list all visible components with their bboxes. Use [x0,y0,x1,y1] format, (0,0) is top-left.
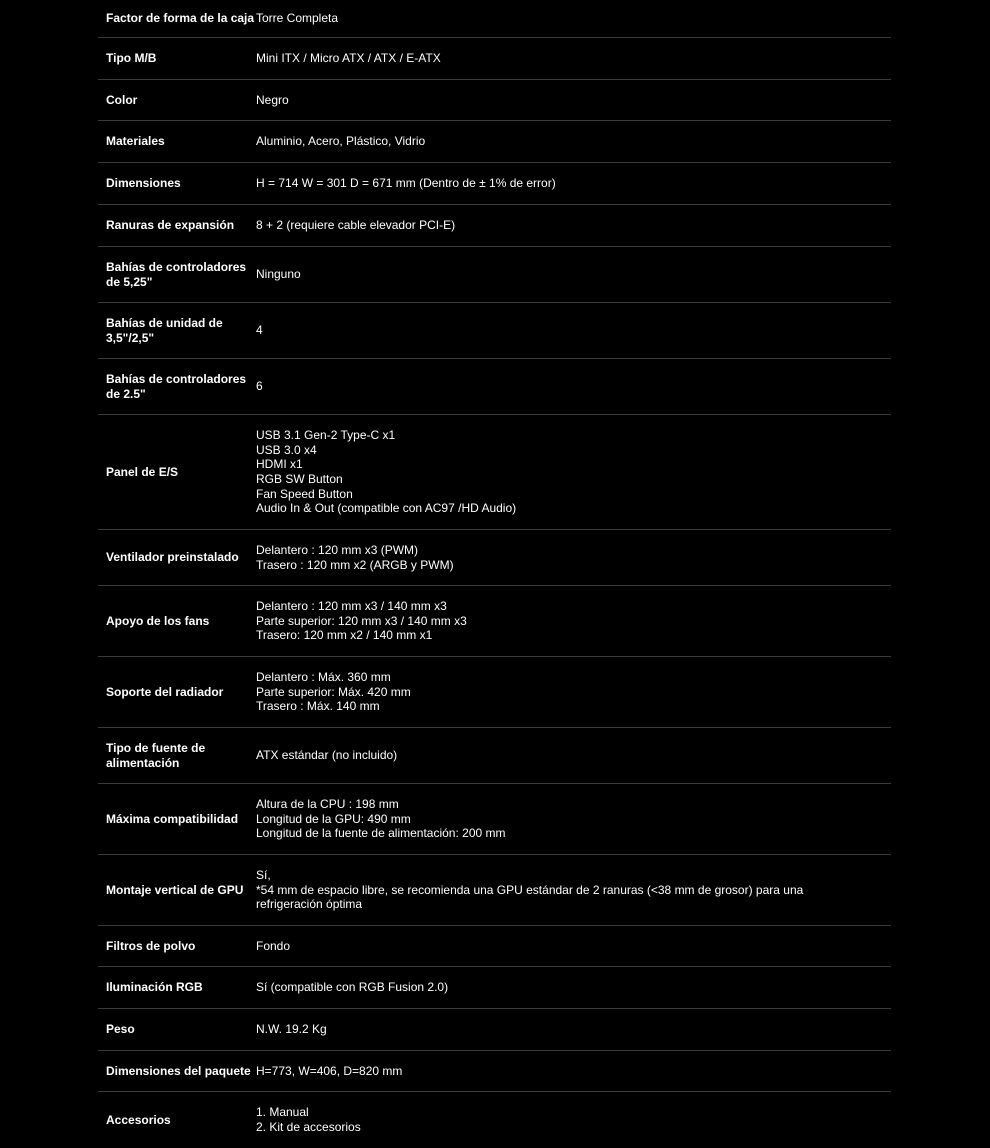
spec-value-line: USB 3.1 Gen-2 Type-C x1 [256,428,396,443]
spec-value [256,11,891,26]
spec-value-line: Delantero : Máx. 360 mm [256,670,391,685]
spec-value [256,1105,891,1134]
spec-row [98,586,891,657]
spec-value-line: Trasero : Máx. 140 mm [256,699,380,714]
spec-label: Color [106,92,138,107]
spec-label: Peso [106,1022,135,1037]
spec-value-line: 4 [256,323,263,338]
spec-row [98,205,891,247]
spec-label: Bahías de unidad de 3,5"/2,5" [106,316,223,345]
spec-row [98,247,891,303]
spec-label: Bahías de controladores de 5,25" [106,260,247,289]
spec-label: Ventilador preinstalado [106,550,239,565]
spec-label: Tipo de fuente de alimentación [106,741,206,770]
spec-value [256,797,891,841]
spec-row [98,1051,891,1092]
spec-value-line: 8 + 2 (requiere cable elevador PCI-E) [256,218,456,233]
spec-value [256,323,891,338]
spec-value-line: Torre Completa [256,11,339,26]
spec-value-line: ATX estándar (no incluido) [256,748,398,763]
spec-label: Filtros de polvo [106,938,196,953]
spec-row [98,415,891,530]
spec-value [256,980,891,995]
spec-row [98,359,891,415]
spec-value-line: Parte superior: 120 mm x3 / 140 mm x3 [256,613,467,628]
spec-value-line: Altura de la CPU : 198 mm [256,797,399,812]
spec-value [256,543,891,572]
spec-row [98,967,891,1009]
spec-value-line: Audio In & Out (compatible con AC97 /HD Audio) [256,501,517,516]
spec-value [256,379,891,394]
spec-table [98,0,891,1148]
spec-value-line: Trasero: 120 mm x2 / 140 mm x1 [256,628,433,643]
spec-value [256,176,891,191]
spec-value-line: Trasero : 120 mm x2 (ARGB y PWM) [256,557,454,572]
spec-value-line: Fondo [256,938,291,953]
spec-value [256,428,891,516]
spec-label: Iluminación RGB [106,980,203,995]
spec-value [256,134,891,149]
spec-value-line: Delantero : 120 mm x3 (PWM) [256,542,419,557]
spec-label: Materiales [106,134,165,149]
spec-value-line: 2. Kit de accesorios [256,1120,361,1134]
spec-value-line: Negro [256,92,289,107]
spec-label: Factor de forma de la caja [106,11,255,26]
spec-value-line: RGB SW Button [256,472,343,486]
spec-value-line: H=773, W=406, D=820 mm [256,1063,403,1078]
spec-value-line: Aluminio, Acero, Plástico, Vidrio [256,134,426,149]
spec-value-line: 1. Manual [256,1105,309,1120]
spec-row [98,530,891,586]
spec-value-line: HDMI x1 [256,457,303,472]
spec-value-line: 6 [256,379,263,394]
spec-label: Dimensiones [106,176,181,191]
spec-value [256,93,891,108]
spec-row [98,163,891,205]
spec-row [98,303,891,359]
spec-label: Ranuras de expansión [106,218,235,233]
spec-row [98,728,891,784]
spec-row [98,80,891,121]
spec-row [98,1009,891,1051]
spec-label: Apoyo de los fans [106,613,210,628]
spec-value-line: Ninguno [256,267,301,282]
spec-value-line: Sí (compatible con RGB Fusion 2.0) [256,980,449,995]
spec-value [256,1064,891,1079]
spec-label: Tipo M/B [106,51,157,66]
spec-row [98,926,891,967]
spec-row [98,121,891,163]
spec-value-line: Fan Speed Button [256,486,353,501]
spec-row [98,38,891,80]
spec-label: Soporte del radiador [106,684,224,699]
spec-row [98,0,891,38]
spec-value [256,748,891,763]
spec-value-line: Longitud de la fuente de alimentación: 200 mm [256,826,506,841]
spec-row [98,657,891,728]
spec-value-line: Longitud de la GPU: 490 mm [256,811,411,826]
spec-row [98,784,891,855]
spec-label: Dimensiones del paquete [106,1063,251,1078]
spec-value-line: *54 mm de espacio libre, se recomienda una GPU estándar de 2 ranuras (<38 mm de grosor) para una refrigeración óptima [256,882,804,912]
spec-label: Panel de E/S [106,464,179,479]
spec-value [256,51,891,66]
spec-value [256,218,891,233]
spec-label: Bahías de controladores de 2.5" [106,372,247,401]
spec-row [98,1092,891,1148]
spec-value-line: H = 714 W = 301 D = 671 mm (Dentro de ± 1% de error) [256,176,556,191]
spec-value-line: N.W. 19.2 Kg [256,1022,327,1037]
spec-value-line: Parte superior: Máx. 420 mm [256,684,411,699]
spec-value [256,868,891,912]
spec-value [256,670,891,714]
spec-label: Accesorios [106,1112,171,1127]
spec-row [98,855,891,926]
spec-value [256,599,891,643]
spec-value [256,1022,891,1037]
spec-value [256,267,891,282]
spec-value-line: Delantero : 120 mm x3 / 140 mm x3 [256,599,447,614]
spec-label: Máxima compatibilidad [106,811,239,826]
spec-value-line: Mini ITX / Micro ATX / ATX / E-ATX [256,51,441,66]
spec-value-line: USB 3.0 x4 [256,442,317,457]
spec-value-line: Sí, [256,868,271,883]
spec-label: Montaje vertical de GPU [106,882,244,897]
spec-value [256,939,891,954]
